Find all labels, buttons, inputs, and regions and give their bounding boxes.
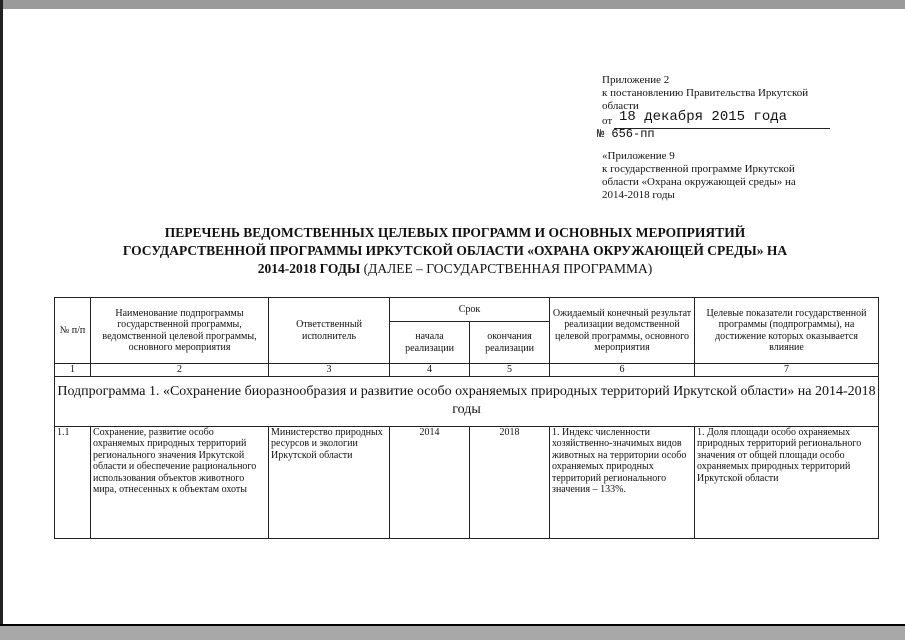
title-bold-part: 2014-2018 ГОДЫ bbox=[257, 261, 361, 276]
header-name: Наименование подпрограммы государственной программы, ведомственной целевой программы, основного мероприятия bbox=[91, 298, 269, 364]
appendix9-line: области «Охрана окружающей среды» на bbox=[602, 176, 796, 188]
header-result: Ожидаемый конечный результат реализации ведомственной целевой программы, основного мероприятия bbox=[550, 298, 695, 364]
scan-bottom-edge bbox=[0, 626, 905, 640]
header-term: Срок bbox=[390, 298, 550, 322]
appendix9-line: «Приложение 9 bbox=[602, 150, 675, 162]
date-prefix: от bbox=[602, 115, 613, 127]
appendix-line: области bbox=[602, 100, 639, 112]
appendix-block bbox=[602, 74, 852, 113]
appendix9-line: 2014-2018 годы bbox=[602, 189, 675, 201]
row-result: 1. Индекс численности хозяйственно-значимых видов животных на территории особо охраняемых природных территорий регионального значения – 133%. bbox=[550, 426, 695, 538]
column-number: 4 bbox=[390, 364, 470, 377]
row-num: 1.1 bbox=[55, 426, 91, 538]
programs-table bbox=[54, 297, 879, 539]
appendix-line: к постановлению Правительства Иркутской bbox=[602, 87, 809, 99]
row-end: 2018 bbox=[470, 426, 550, 538]
table-row bbox=[55, 426, 879, 538]
row-executor: Министерство природных ресурсов и экологии Иркутской области bbox=[269, 426, 390, 538]
title-normal-part: (ДАЛЕЕ – ГОСУДАРСТВЕННАЯ ПРОГРАММА) bbox=[360, 261, 653, 276]
header-executor: Ответственный исполнитель bbox=[269, 298, 390, 364]
row-start: 2014 bbox=[390, 426, 470, 538]
appendix9-block bbox=[602, 150, 842, 202]
column-number: 6 bbox=[550, 364, 695, 377]
scan-top-edge bbox=[0, 0, 905, 9]
appendix9-line: к государственной программе Иркутской bbox=[602, 163, 795, 175]
document-title bbox=[60, 224, 850, 278]
column-number: 7 bbox=[695, 364, 879, 377]
appendix-line: Приложение 2 bbox=[602, 74, 670, 86]
column-number: 3 bbox=[269, 364, 390, 377]
header-num: № п/п bbox=[55, 298, 91, 364]
appendix-date: 18 декабря 2015 года bbox=[619, 109, 788, 125]
row-name: Сохранение, развитие особо охраняемых природных территорий регионального значения Иркутской области и обеспечение рационального использования объектов животного мира, отнесенных к объектам охоты bbox=[91, 426, 269, 538]
appendix-number: № 656-пп bbox=[597, 127, 655, 141]
scan-left-edge bbox=[0, 0, 3, 640]
header-end: окончания реализации bbox=[470, 322, 550, 364]
title-line: ПЕРЕЧЕНЬ ВЕДОМСТВЕННЫХ ЦЕЛЕВЫХ ПРОГРАММ И ОСНОВНЫХ МЕРОПРИЯТИЙ bbox=[164, 225, 746, 240]
header-indicators: Целевые показатели государственной программы (подпрограммы), на достижение которых оказывается влияние bbox=[695, 298, 879, 364]
title-line: ГОСУДАРСТВЕННОЙ ПРОГРАММЫ ИРКУТСКОЙ ОБЛАСТИ «ОХРАНА ОКРУЖАЮЩЕЙ СРЕДЫ» НА bbox=[122, 243, 788, 258]
column-number: 1 bbox=[55, 364, 91, 377]
title-line bbox=[60, 260, 850, 278]
header-start: начала реализации bbox=[390, 322, 470, 364]
subprogram-title: Подпрограмма 1. «Сохранение биоразнообразия и развитие особо охраняемых природных территорий Иркутской области» на 2014-2018 годы bbox=[55, 376, 879, 426]
row-indicator: 1. Доля площади особо охраняемых природных территорий регионального значения от общей площади особо охраняемых природных территорий Иркутской области bbox=[695, 426, 879, 538]
column-number: 2 bbox=[91, 364, 269, 377]
column-number: 5 bbox=[470, 364, 550, 377]
